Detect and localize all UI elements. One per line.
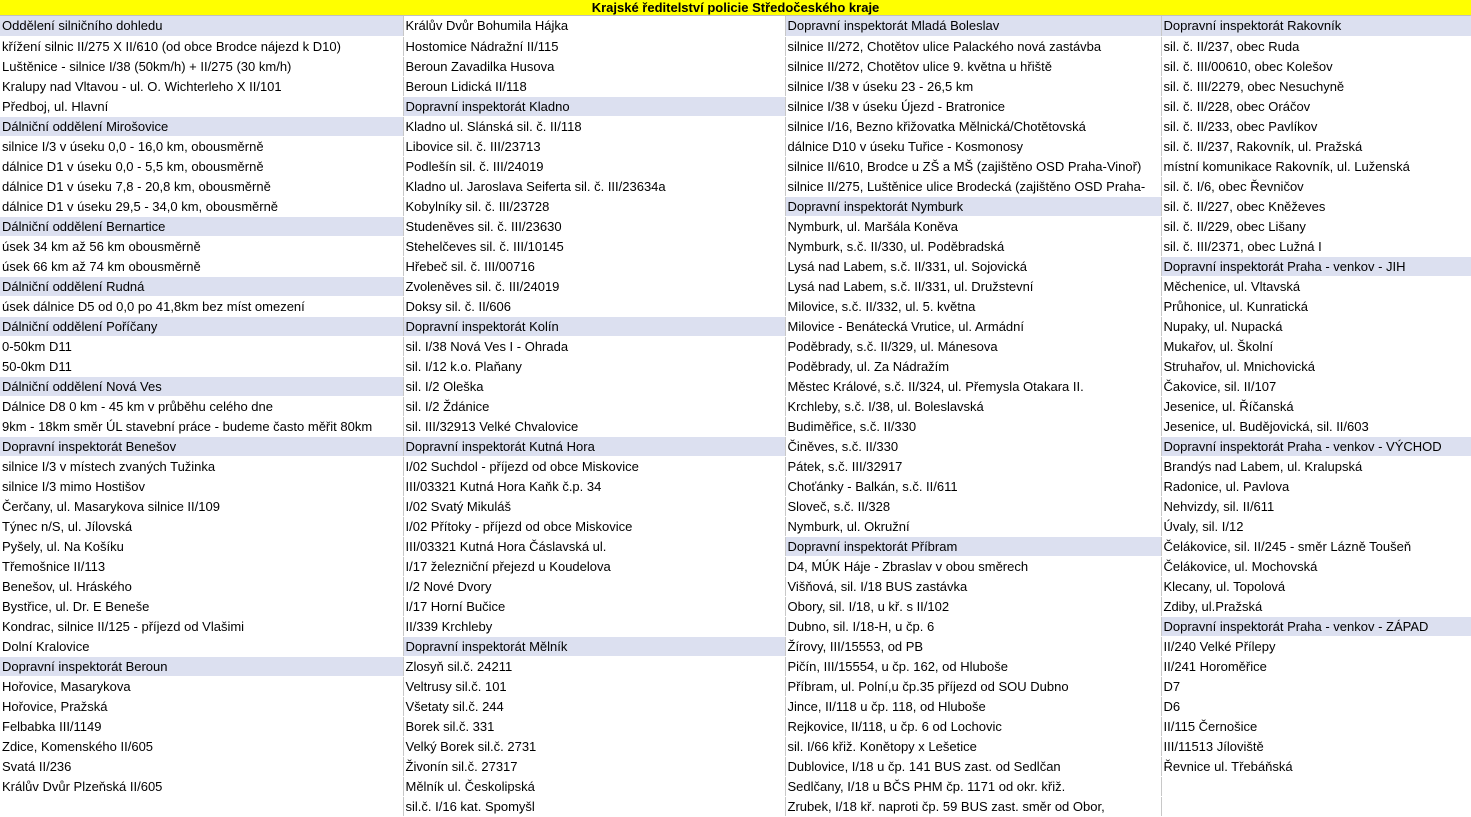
location-cell[interactable]: 9km - 18km směr ÚL stavební práce - budeme často měřit 80km bbox=[0, 416, 403, 436]
location-cell[interactable]: silnice I/38 v úseku Újezd - Bratronice bbox=[785, 96, 1161, 116]
table-row bbox=[0, 476, 1471, 496]
location-cell[interactable]: Zrubek, I/18 kř. naproti čp. 59 BUS zast. směr od Obor, bbox=[785, 796, 1161, 816]
location-cell[interactable]: dálnice D1 v úseku 29,5 - 34,0 km, obousměrně bbox=[0, 196, 403, 216]
location-cell[interactable]: sil. č. II/228, obec Oráčov bbox=[1161, 96, 1471, 116]
location-cell[interactable]: I/02 Přítoky - příjezd od obce Miskovice bbox=[403, 516, 785, 536]
location-cell[interactable]: sil. č. I/6, obec Řevničov bbox=[1161, 176, 1471, 196]
location-cell[interactable]: Bystřice, ul. Dr. E Beneše bbox=[0, 596, 403, 616]
location-cell[interactable]: I/2 Nové Dvory bbox=[403, 576, 785, 596]
location-cell[interactable]: D4, MÚK Háje - Zbraslav v obou směrech bbox=[785, 556, 1161, 576]
table-row bbox=[0, 716, 1471, 736]
section-header-cell[interactable]: Dopravní inspektorát Praha - venkov - ZÁPAD bbox=[1161, 616, 1471, 636]
location-cell[interactable]: Pyšely, ul. Na Košíku bbox=[0, 536, 403, 556]
location-cell[interactable]: Sedlčany, I/18 u BČS PHM čp. 1171 od okr. křiž. bbox=[785, 776, 1161, 796]
location-cell[interactable]: Nymburk, s.č. II/330, ul. Poděbradská bbox=[785, 236, 1161, 256]
location-cell[interactable]: Mělník ul. Českolipská bbox=[403, 776, 785, 796]
location-cell[interactable]: sil. I/12 k.o. Plaňany bbox=[403, 356, 785, 376]
location-cell[interactable]: Zdiby, ul.Pražská bbox=[1161, 596, 1471, 616]
location-cell[interactable]: II/241 Horoměřice bbox=[1161, 656, 1471, 676]
location-cell[interactable]: Libovice sil. č. III/23713 bbox=[403, 136, 785, 156]
section-header-cell[interactable]: Dopravní inspektorát Praha - venkov - VÝCHOD bbox=[1161, 436, 1471, 456]
location-cell[interactable]: Pičín, III/15554, u čp. 162, od Hluboše bbox=[785, 656, 1161, 676]
location-cell[interactable]: silnice I/3 v místech zvaných Tužinka bbox=[0, 456, 403, 476]
location-cell[interactable]: Dálnice D8 0 km - 45 km v průběhu celého dne bbox=[0, 396, 403, 416]
location-cell[interactable]: Višňová, sil. I/18 BUS zastávka bbox=[785, 576, 1161, 596]
location-cell[interactable]: Činěves, s.č. II/330 bbox=[785, 436, 1161, 456]
location-cell[interactable]: Milovice - Benátecká Vrutice, ul. Armádní bbox=[785, 316, 1161, 336]
location-cell[interactable]: Beroun Zavadilka Husova bbox=[403, 56, 785, 76]
location-cell[interactable]: sil. č. III/2279, obec Nesuchyně bbox=[1161, 76, 1471, 96]
location-cell[interactable]: Pátek, s.č. III/32917 bbox=[785, 456, 1161, 476]
location-cell[interactable]: Poděbrady, ul. Za Nádražím bbox=[785, 356, 1161, 376]
table-row bbox=[0, 196, 1471, 216]
section-header-cell[interactable]: Dopravní inspektorát Kolín bbox=[403, 316, 785, 336]
sheet-title: Krajské ředitelství policie Středočeského kraje bbox=[0, 0, 1471, 16]
location-cell[interactable]: sil.č. I/16 kat. Spomyšl bbox=[403, 796, 785, 816]
table-row bbox=[0, 296, 1471, 316]
table-row bbox=[0, 376, 1471, 396]
location-cell[interactable]: Mukařov, ul. Školní bbox=[1161, 336, 1471, 356]
location-cell[interactable]: Hostomice Nádražní II/115 bbox=[403, 36, 785, 56]
table-row bbox=[0, 336, 1471, 356]
empty-cell[interactable] bbox=[1161, 776, 1471, 796]
location-cell[interactable]: sil. č. III/00610, obec Kolešov bbox=[1161, 56, 1471, 76]
location-cell[interactable]: Dubno, sil. I/18-H, u čp. 6 bbox=[785, 616, 1161, 636]
location-cell[interactable]: II/115 Černošice bbox=[1161, 716, 1471, 736]
location-cell[interactable]: Nehvizdy, sil. II/611 bbox=[1161, 496, 1471, 516]
location-cell[interactable]: D6 bbox=[1161, 696, 1471, 716]
location-cell[interactable]: úsek 34 km až 56 km obousměrně bbox=[0, 236, 403, 256]
table-row bbox=[0, 536, 1471, 556]
table-row bbox=[0, 216, 1471, 236]
location-cell[interactable]: silnice I/16, Bezno křižovatka Mělnická/Chotětovská bbox=[785, 116, 1161, 136]
location-cell[interactable]: Krchleby, s.č. I/38, ul. Boleslavská bbox=[785, 396, 1161, 416]
section-header-cell[interactable]: Dopravní inspektorát Kladno bbox=[403, 96, 785, 116]
section-header-cell[interactable]: Dálniční oddělení Rudná bbox=[0, 276, 403, 296]
location-cell[interactable]: Měchenice, ul. Vltavská bbox=[1161, 276, 1471, 296]
table-row bbox=[0, 276, 1471, 296]
location-cell[interactable]: Všetaty sil.č. 244 bbox=[403, 696, 785, 716]
location-cell[interactable]: I/17 železniční přejezd u Koudelova bbox=[403, 556, 785, 576]
location-cell[interactable]: Úvaly, sil. I/12 bbox=[1161, 516, 1471, 536]
location-cell[interactable]: Velký Borek sil.č. 2731 bbox=[403, 736, 785, 756]
table-row bbox=[0, 576, 1471, 596]
table-row bbox=[0, 96, 1471, 116]
location-cell[interactable]: I/02 Suchdol - příjezd od obce Miskovice bbox=[403, 456, 785, 476]
location-cell[interactable]: Felbabka III/1149 bbox=[0, 716, 403, 736]
table-row bbox=[0, 516, 1471, 536]
location-cell[interactable]: III/11513 Jíloviště bbox=[1161, 736, 1471, 756]
location-cell[interactable]: Hořovice, Masarykova bbox=[0, 676, 403, 696]
location-cell[interactable]: sil. I/66 křiž. Konětopy x Lešetice bbox=[785, 736, 1161, 756]
location-cell[interactable]: Dublovice, I/18 u čp. 141 BUS zast. od Sedlčan bbox=[785, 756, 1161, 776]
table-row bbox=[0, 616, 1471, 636]
table-row bbox=[0, 636, 1471, 656]
empty-cell[interactable] bbox=[0, 796, 403, 816]
location-cell[interactable]: silnice II/272, Chotětov ulice Palackého nová zastávba bbox=[785, 36, 1161, 56]
location-cell[interactable]: Třemošnice II/113 bbox=[0, 556, 403, 576]
location-cell[interactable]: Nymburk, ul. Okružní bbox=[785, 516, 1161, 536]
table-row bbox=[0, 676, 1471, 696]
location-cell[interactable]: Živonín sil.č. 27317 bbox=[403, 756, 785, 776]
location-cell[interactable]: Kralupy nad Vltavou - ul. O. Wichterleho X II/101 bbox=[0, 76, 403, 96]
section-header-cell[interactable]: Dopravní inspektorát Rakovník bbox=[1161, 16, 1471, 36]
location-cell[interactable]: Jesenice, ul. Říčanská bbox=[1161, 396, 1471, 416]
table-row bbox=[0, 596, 1471, 616]
location-cell[interactable]: Budiměřice, s.č. II/330 bbox=[785, 416, 1161, 436]
location-cell[interactable]: Hořovice, Pražská bbox=[0, 696, 403, 716]
location-cell[interactable]: sil. č. II/237, Rakovník, ul. Pražská bbox=[1161, 136, 1471, 156]
location-cell[interactable]: Studeněves sil. č. III/23630 bbox=[403, 216, 785, 236]
table-row bbox=[0, 16, 1471, 36]
location-cell[interactable]: Čakovice, sil. II/107 bbox=[1161, 376, 1471, 396]
location-cell[interactable]: sil. III/32913 Velké Chvalovice bbox=[403, 416, 785, 436]
location-cell[interactable]: Zvoleněves sil. č. III/24019 bbox=[403, 276, 785, 296]
location-cell[interactable]: Doksy sil. č. II/606 bbox=[403, 296, 785, 316]
location-cell[interactable]: úsek 66 km až 74 km obousměrně bbox=[0, 256, 403, 276]
location-cell[interactable]: Luštěnice - silnice I/38 (50km/h) + II/275 (30 km/h) bbox=[0, 56, 403, 76]
location-cell[interactable]: silnice II/272, Chotětov ulice 9. května u hřiště bbox=[785, 56, 1161, 76]
location-cell[interactable]: Lysá nad Labem, s.č. II/331, ul. Sojovická bbox=[785, 256, 1161, 276]
location-cell[interactable]: III/03321 Kutná Hora Kaňk č.p. 34 bbox=[403, 476, 785, 496]
location-cell[interactable]: Kondrac, silnice II/125 - příjezd od Vlašimi bbox=[0, 616, 403, 636]
location-cell[interactable]: Zlosyň sil.č. 24211 bbox=[403, 656, 785, 676]
section-header-cell[interactable]: Dálniční oddělení Poříčany bbox=[0, 316, 403, 336]
location-cell[interactable]: Hřebeč sil. č. III/00716 bbox=[403, 256, 785, 276]
section-header-cell[interactable]: Oddělení silničního dohledu bbox=[0, 16, 403, 36]
location-cell[interactable]: místní komunikace Rakovník, ul. Luženská bbox=[1161, 156, 1471, 176]
location-cell[interactable]: sil. č. II/237, obec Ruda bbox=[1161, 36, 1471, 56]
location-cell[interactable]: sil. č. II/229, obec Lišany bbox=[1161, 216, 1471, 236]
location-cell[interactable]: Radonice, ul. Pavlova bbox=[1161, 476, 1471, 496]
location-cell[interactable]: Poděbrady, s.č. II/329, ul. Mánesova bbox=[785, 336, 1161, 356]
location-cell[interactable]: sil. č. II/227, obec Kněževes bbox=[1161, 196, 1471, 216]
table-row bbox=[0, 236, 1471, 256]
location-cell[interactable]: dálnice D1 v úseku 7,8 - 20,8 km, obousměrně bbox=[0, 176, 403, 196]
table-row bbox=[0, 796, 1471, 816]
location-cell[interactable]: silnice II/610, Brodce u ZŠ a MŠ (zajištěno OSD Praha-Vinoř) bbox=[785, 156, 1161, 176]
table-row bbox=[0, 776, 1471, 796]
location-cell[interactable]: silnice I/38 v úseku 23 - 26,5 km bbox=[785, 76, 1161, 96]
table-row bbox=[0, 136, 1471, 156]
empty-cell[interactable] bbox=[1161, 796, 1471, 816]
location-cell[interactable]: Jince, II/118 u čp. 118, od Hluboše bbox=[785, 696, 1161, 716]
section-header-cell[interactable]: Dálniční oddělení Mirošovice bbox=[0, 116, 403, 136]
location-cell[interactable]: II/240 Velké Přílepy bbox=[1161, 636, 1471, 656]
location-cell[interactable]: Průhonice, ul. Kunratická bbox=[1161, 296, 1471, 316]
section-header-cell[interactable]: Dopravní inspektorát Mladá Boleslav bbox=[785, 16, 1161, 36]
location-cell[interactable]: Podlešín sil. č. III/24019 bbox=[403, 156, 785, 176]
location-cell[interactable]: I/17 Horní Bučice bbox=[403, 596, 785, 616]
table-row bbox=[0, 756, 1471, 776]
location-cell[interactable]: Městec Králové, s.č. II/324, ul. Přemysla Otakara II. bbox=[785, 376, 1161, 396]
table-row bbox=[0, 556, 1471, 576]
table-row bbox=[0, 356, 1471, 376]
location-cell[interactable]: silnice II/275, Luštěnice ulice Brodecká (zajištěno OSD Praha- bbox=[785, 176, 1161, 196]
location-cell[interactable]: Choťánky - Balkán, s.č. II/611 bbox=[785, 476, 1161, 496]
table-row bbox=[0, 36, 1471, 56]
location-cell[interactable]: Nupaky, ul. Nupacká bbox=[1161, 316, 1471, 336]
location-cell[interactable]: Struhařov, ul. Mnichovická bbox=[1161, 356, 1471, 376]
table-row bbox=[0, 256, 1471, 276]
location-cell[interactable]: Beroun Lidická II/118 bbox=[403, 76, 785, 96]
location-cell[interactable]: Kladno ul. Slánská sil. č. II/118 bbox=[403, 116, 785, 136]
location-cell[interactable]: Sloveč, s.č. II/328 bbox=[785, 496, 1161, 516]
location-cell[interactable]: sil. I/2 Ždánice bbox=[403, 396, 785, 416]
section-header-cell[interactable]: Dopravní inspektorát Nymburk bbox=[785, 196, 1161, 216]
location-cell[interactable]: Řevnice ul. Třebáňská bbox=[1161, 756, 1471, 776]
location-cell[interactable]: Veltrusy sil.č. 101 bbox=[403, 676, 785, 696]
location-cell[interactable]: Stehelčeves sil. č. III/10145 bbox=[403, 236, 785, 256]
table-row bbox=[0, 56, 1471, 76]
location-cell[interactable]: Předboj, ul. Hlavní bbox=[0, 96, 403, 116]
section-header-cell[interactable]: Dopravní inspektorát Kutná Hora bbox=[403, 436, 785, 456]
table-row bbox=[0, 496, 1471, 516]
location-cell[interactable]: 0-50km D11 bbox=[0, 336, 403, 356]
location-cell[interactable]: D7 bbox=[1161, 676, 1471, 696]
table-row bbox=[0, 456, 1471, 476]
section-header-cell[interactable]: Dálniční oddělení Bernartice bbox=[0, 216, 403, 236]
location-cell[interactable]: Nymburk, ul. Maršála Koněva bbox=[785, 216, 1161, 236]
location-cell[interactable]: křížení silnic II/275 X II/610 (od obce Brodce nájezd k D10) bbox=[0, 36, 403, 56]
location-cell[interactable]: Kobylníky sil. č. III/23728 bbox=[403, 196, 785, 216]
location-cell[interactable]: Žírovy, III/15553, od PB bbox=[785, 636, 1161, 656]
table-body bbox=[0, 16, 1471, 816]
location-cell[interactable]: Týnec n/S, ul. Jílovská bbox=[0, 516, 403, 536]
location-cell[interactable]: Lysá nad Labem, s.č. II/331, ul. Družstevní bbox=[785, 276, 1161, 296]
table-row bbox=[0, 416, 1471, 436]
location-cell[interactable]: I/02 Svatý Mikuláš bbox=[403, 496, 785, 516]
location-cell[interactable]: Milovice, s.č. II/332, ul. 5. května bbox=[785, 296, 1161, 316]
table-row bbox=[0, 696, 1471, 716]
location-cell[interactable]: sil. I/38 Nová Ves I - Ohrada bbox=[403, 336, 785, 356]
location-cell[interactable]: úsek dálnice D5 od 0,0 po 41,8km bez míst omezení bbox=[0, 296, 403, 316]
location-cell[interactable]: sil. I/2 Oleška bbox=[403, 376, 785, 396]
location-cell[interactable]: Svatá II/236 bbox=[0, 756, 403, 776]
table-row bbox=[0, 156, 1471, 176]
location-cell[interactable]: Borek sil.č. 331 bbox=[403, 716, 785, 736]
table-row bbox=[0, 116, 1471, 136]
table-row bbox=[0, 436, 1471, 456]
section-header-cell[interactable]: Dopravní inspektorát Příbram bbox=[785, 536, 1161, 556]
location-cell[interactable]: Benešov, ul. Hráského bbox=[0, 576, 403, 596]
table-row bbox=[0, 316, 1471, 336]
table-row bbox=[0, 396, 1471, 416]
location-cell[interactable]: Klecany, ul. Topolová bbox=[1161, 576, 1471, 596]
location-cell[interactable]: Čelákovice, ul. Mochovská bbox=[1161, 556, 1471, 576]
section-header-cell[interactable]: Dopravní inspektorát Beroun bbox=[0, 656, 403, 676]
location-cell[interactable]: Čerčany, ul. Masarykova silnice II/109 bbox=[0, 496, 403, 516]
location-cell[interactable]: Brandýs nad Labem, ul. Kralupská bbox=[1161, 456, 1471, 476]
table-row bbox=[0, 656, 1471, 676]
location-cell[interactable]: silnice I/3 v úseku 0,0 - 16,0 km, obousměrně bbox=[0, 136, 403, 156]
section-header-cell[interactable]: Dopravní inspektorát Praha - venkov - JIH bbox=[1161, 256, 1471, 276]
location-cell[interactable]: Jesenice, ul. Budějovická, sil. II/603 bbox=[1161, 416, 1471, 436]
location-cell[interactable]: Obory, sil. I/18, u kř. s II/102 bbox=[785, 596, 1161, 616]
location-cell[interactable]: sil. č. II/233, obec Pavlíkov bbox=[1161, 116, 1471, 136]
location-cell[interactable]: II/339 Krchleby bbox=[403, 616, 785, 636]
location-cell[interactable]: Králův Dvůr Bohumila Hájka bbox=[403, 16, 785, 36]
section-header-cell[interactable]: Dopravní inspektorát Benešov bbox=[0, 436, 403, 456]
location-cell[interactable]: III/03321 Kutná Hora Čáslavská ul. bbox=[403, 536, 785, 556]
location-cell[interactable]: Rejkovice, II/118, u čp. 6 od Lochovic bbox=[785, 716, 1161, 736]
section-header-cell[interactable]: Dopravní inspektorát Mělník bbox=[403, 636, 785, 656]
location-cell[interactable]: silnice I/3 mimo Hostišov bbox=[0, 476, 403, 496]
location-cell[interactable]: sil. č. III/2371, obec Lužná I bbox=[1161, 236, 1471, 256]
location-cell[interactable]: dálnice D1 v úseku 0,0 - 5,5 km, obousměrně bbox=[0, 156, 403, 176]
location-cell[interactable]: Příbram, ul. Polní,u čp.35 příjezd od SOU Dubno bbox=[785, 676, 1161, 696]
location-cell[interactable]: Čelákovice, sil. II/245 - směr Lázně Toušeň bbox=[1161, 536, 1471, 556]
table-row bbox=[0, 76, 1471, 96]
location-cell[interactable]: Králův Dvůr Plzeňská II/605 bbox=[0, 776, 403, 796]
table-row bbox=[0, 736, 1471, 756]
location-cell[interactable]: 50-0km D11 bbox=[0, 356, 403, 376]
location-cell[interactable]: Zdice, Komenského II/605 bbox=[0, 736, 403, 756]
location-cell[interactable]: Dolní Kralovice bbox=[0, 636, 403, 656]
section-header-cell[interactable]: Dálniční oddělení Nová Ves bbox=[0, 376, 403, 396]
location-cell[interactable]: Kladno ul. Jaroslava Seiferta sil. č. III/23634a bbox=[403, 176, 785, 196]
location-cell[interactable]: dálnice D10 v úseku Tuřice - Kosmonosy bbox=[785, 136, 1161, 156]
table-row bbox=[0, 176, 1471, 196]
locations-table bbox=[0, 16, 1471, 817]
